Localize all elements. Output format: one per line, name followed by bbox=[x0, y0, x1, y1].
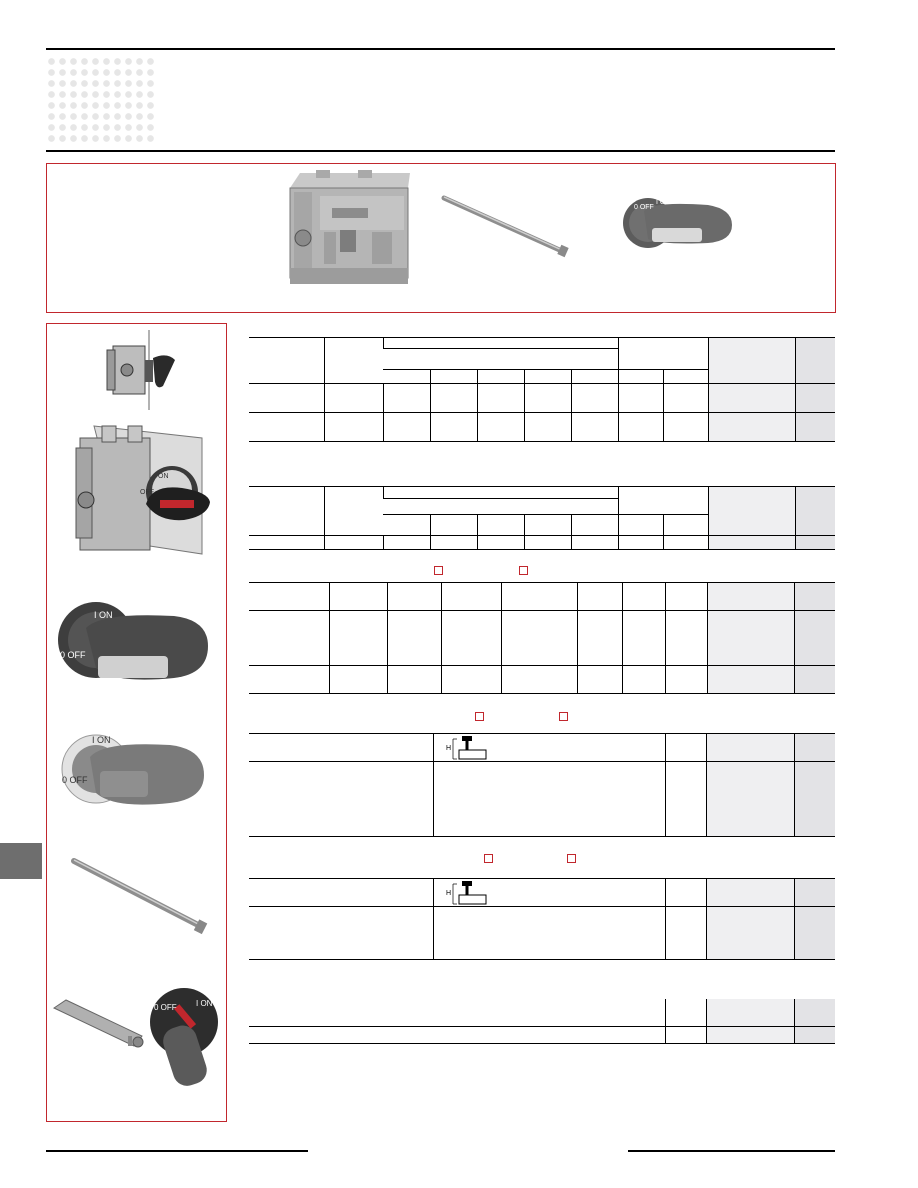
header-dot-pattern bbox=[46, 56, 156, 144]
table-cell bbox=[501, 666, 577, 694]
table-cell bbox=[707, 666, 794, 694]
table-cell bbox=[706, 879, 794, 907]
table-cell bbox=[477, 384, 524, 413]
table-cell bbox=[795, 384, 835, 413]
table-cell bbox=[571, 370, 618, 384]
table-cell bbox=[249, 762, 433, 837]
table-cell bbox=[794, 762, 835, 837]
top-rule bbox=[46, 48, 835, 50]
table-cell bbox=[430, 370, 477, 384]
table-cell bbox=[249, 734, 433, 762]
table-cell bbox=[324, 487, 383, 536]
table-cell bbox=[329, 583, 387, 611]
table-cell bbox=[663, 384, 708, 413]
table-6 bbox=[249, 999, 835, 1044]
table-cell bbox=[249, 338, 324, 384]
table-cell bbox=[249, 999, 665, 1026]
table-cell bbox=[249, 666, 329, 694]
table-cell bbox=[665, 734, 706, 762]
table-cell bbox=[477, 413, 524, 442]
table-cell bbox=[665, 1026, 706, 1043]
table-cell bbox=[249, 487, 324, 536]
table-cell bbox=[571, 413, 618, 442]
table-3 bbox=[249, 582, 835, 694]
table-cell bbox=[433, 762, 665, 837]
table-cell bbox=[707, 611, 794, 666]
table-cell bbox=[383, 499, 618, 515]
table-1 bbox=[249, 337, 835, 442]
note-marker bbox=[519, 566, 528, 575]
table-cell bbox=[708, 487, 795, 536]
table-cell bbox=[324, 536, 383, 550]
table-cell bbox=[571, 515, 618, 536]
table-cell bbox=[430, 413, 477, 442]
table-cell bbox=[430, 384, 477, 413]
table-cell bbox=[387, 611, 441, 666]
table-cell bbox=[383, 384, 430, 413]
table-cell bbox=[665, 907, 706, 960]
switch-side-view-image bbox=[105, 330, 185, 410]
table-cell bbox=[249, 384, 324, 413]
table-cell bbox=[477, 536, 524, 550]
table-cell bbox=[524, 536, 571, 550]
note-marker bbox=[567, 854, 576, 863]
table-cell bbox=[618, 338, 708, 370]
table-cell bbox=[329, 666, 387, 694]
selector-on-label: I ON bbox=[196, 999, 213, 1008]
grey-handle-on-label: I ON bbox=[92, 735, 111, 745]
table-cell bbox=[708, 338, 795, 384]
black-handle-image bbox=[56, 598, 216, 693]
table-cell bbox=[383, 536, 430, 550]
table-cell bbox=[501, 583, 577, 611]
table-cell bbox=[477, 370, 524, 384]
table-cell bbox=[249, 583, 329, 611]
note-marker bbox=[559, 712, 568, 721]
table-cell bbox=[249, 413, 324, 442]
table-cell bbox=[663, 413, 708, 442]
table-cell bbox=[794, 611, 835, 666]
table-cell bbox=[430, 536, 477, 550]
table-cell bbox=[794, 879, 835, 907]
table-cell bbox=[794, 666, 835, 694]
table-cell bbox=[795, 536, 835, 550]
table-cell bbox=[665, 611, 707, 666]
dimension-letter: H bbox=[446, 890, 452, 897]
table-cell bbox=[249, 611, 329, 666]
shaft-length-symbol bbox=[444, 879, 494, 905]
black-handle-on-label: I ON bbox=[94, 610, 113, 620]
table-cell bbox=[324, 413, 383, 442]
handle-on-label: I ON bbox=[656, 199, 671, 206]
table-cell bbox=[795, 338, 835, 384]
table-cell bbox=[524, 515, 571, 536]
table-cell bbox=[430, 515, 477, 536]
table-cell bbox=[795, 487, 835, 536]
table-cell bbox=[618, 487, 708, 515]
section-tab bbox=[0, 843, 42, 879]
table-cell bbox=[387, 583, 441, 611]
black-handle-off-label: 0 OFF bbox=[60, 650, 86, 660]
table-cell bbox=[708, 536, 795, 550]
table-cell bbox=[329, 611, 387, 666]
table-4 bbox=[249, 733, 835, 837]
table-cell bbox=[618, 370, 663, 384]
table-cell bbox=[795, 413, 835, 442]
table-cell bbox=[524, 413, 571, 442]
table-cell bbox=[441, 583, 501, 611]
table-cell bbox=[706, 762, 794, 837]
table-cell bbox=[383, 349, 618, 370]
table-cell bbox=[441, 666, 501, 694]
table-cell bbox=[618, 515, 663, 536]
shaft-side-image bbox=[68, 855, 218, 940]
table-cell bbox=[324, 338, 383, 384]
table-cell bbox=[618, 384, 663, 413]
footer-rule-left bbox=[46, 1150, 308, 1152]
table-cell bbox=[665, 666, 707, 694]
table-cell bbox=[571, 536, 618, 550]
table-cell bbox=[707, 583, 794, 611]
table-cell bbox=[706, 1026, 794, 1043]
table-5 bbox=[249, 878, 835, 960]
table-cell bbox=[618, 536, 663, 550]
door-mounted-switch-image bbox=[72, 418, 224, 558]
header-bottom-rule bbox=[46, 150, 835, 152]
table-cell bbox=[663, 536, 708, 550]
table-cell bbox=[794, 583, 835, 611]
table-cell bbox=[577, 666, 622, 694]
shaft-image bbox=[438, 192, 578, 262]
table-cell bbox=[524, 384, 571, 413]
shaft-length-symbol bbox=[444, 734, 494, 760]
table-cell bbox=[477, 515, 524, 536]
selector-handle-with-shaft-image bbox=[50, 986, 225, 1096]
handle-image bbox=[622, 195, 737, 255]
switch-on-label: ON bbox=[158, 473, 169, 480]
table-cell bbox=[665, 762, 706, 837]
table-cell bbox=[501, 611, 577, 666]
switch-disconnector-image bbox=[280, 168, 420, 290]
table-cell bbox=[706, 999, 794, 1026]
table-cell bbox=[794, 734, 835, 762]
footer-rule-right bbox=[628, 1150, 835, 1152]
table-cell bbox=[383, 515, 430, 536]
table-cell bbox=[324, 384, 383, 413]
table-cell bbox=[622, 611, 665, 666]
table-cell bbox=[577, 611, 622, 666]
table-cell bbox=[249, 907, 433, 960]
note-marker bbox=[475, 712, 484, 721]
table-cell bbox=[622, 666, 665, 694]
grey-handle-image bbox=[60, 725, 210, 815]
table-cell bbox=[577, 583, 622, 611]
table-cell bbox=[708, 384, 795, 413]
table-cell bbox=[706, 907, 794, 960]
table-cell bbox=[571, 384, 618, 413]
table-cell bbox=[383, 487, 618, 499]
table-cell bbox=[794, 907, 835, 960]
table-cell bbox=[663, 515, 708, 536]
dimension-letter: H bbox=[446, 745, 452, 752]
table-cell bbox=[663, 370, 708, 384]
switch-off-label: OFF bbox=[140, 489, 154, 496]
table-cell bbox=[387, 666, 441, 694]
selector-off-label: 0 OFF bbox=[154, 1003, 177, 1012]
note-marker bbox=[434, 566, 443, 575]
table-cell bbox=[618, 413, 663, 442]
note-marker bbox=[484, 854, 493, 863]
table-cell bbox=[383, 413, 430, 442]
table-cell bbox=[433, 907, 665, 960]
table-2 bbox=[249, 486, 835, 550]
table-cell bbox=[383, 370, 430, 384]
table-cell bbox=[794, 999, 835, 1026]
table-cell bbox=[665, 879, 706, 907]
table-cell bbox=[708, 413, 795, 442]
table-cell bbox=[794, 1026, 835, 1043]
table-cell bbox=[249, 536, 324, 550]
table-cell bbox=[441, 611, 501, 666]
grey-handle-off-label: 0 OFF bbox=[62, 775, 88, 785]
table-cell bbox=[622, 583, 665, 611]
table-cell bbox=[249, 879, 433, 907]
table-cell bbox=[665, 999, 706, 1026]
table-cell bbox=[249, 1026, 665, 1043]
table-cell bbox=[706, 734, 794, 762]
table-cell bbox=[665, 583, 707, 611]
table-cell bbox=[524, 370, 571, 384]
handle-off-label: 0 OFF bbox=[634, 204, 654, 211]
table-cell bbox=[383, 338, 618, 349]
